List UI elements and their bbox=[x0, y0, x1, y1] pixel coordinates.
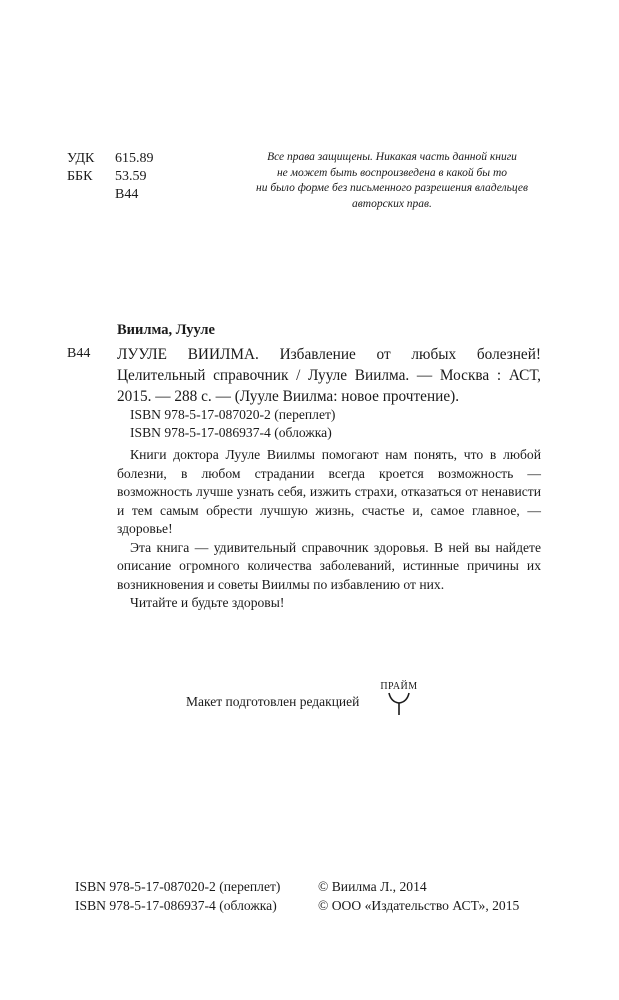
isbn-paperback: ISBN 978-5-17-086937-4 (обложка) bbox=[130, 425, 332, 440]
rights-line: не может быть воспроизведена в какой бы то bbox=[276, 166, 508, 179]
rights-notice bbox=[222, 150, 562, 212]
isbn-hardcover: ISBN 978-5-17-087020-2 (переплет) bbox=[130, 407, 336, 422]
bbk-row bbox=[67, 168, 154, 186]
annotation-paragraph: Читайте и будьте здоровы! bbox=[130, 595, 285, 610]
catalog-code: В44 bbox=[67, 346, 91, 361]
annotation-paragraph: Книги доктора Лууле Виилмы помогают нам понять, что в любой болезни, в любом страдании всегда кроется возможность — возможность лучше узнать себя, изжить страхи, отказаться от ненависти и тем самым обрести лучшую жизнь, счастье и, самое главное, — здоровье! bbox=[117, 447, 541, 536]
rights-line: Все права защищены. Никакая часть данной книги bbox=[267, 151, 517, 163]
copyright-line: © Виилма Л., 2014 bbox=[318, 879, 427, 894]
udk-row bbox=[67, 150, 154, 168]
classification-block bbox=[67, 150, 154, 204]
publisher-logo bbox=[374, 678, 424, 718]
author-heading: Виилма, Лууле bbox=[117, 322, 215, 338]
rights-line: авторских прав. bbox=[352, 197, 432, 210]
copyright-block bbox=[318, 877, 519, 915]
author-mark-value: В44 bbox=[115, 187, 139, 202]
bbk-value: 53.59 bbox=[115, 169, 147, 184]
udk-value: 615.89 bbox=[115, 151, 154, 166]
publisher-logo-text: ПРАЙМ bbox=[380, 681, 418, 692]
fork-icon bbox=[389, 693, 409, 703]
bbk-label: ББК bbox=[67, 169, 93, 184]
prepared-by: Макет подготовлен редакцией bbox=[186, 694, 360, 709]
author-mark-row bbox=[67, 186, 154, 204]
copyright-line: © ООО «Издательство АСТ», 2015 bbox=[318, 898, 520, 913]
udk-label: УДК bbox=[67, 151, 95, 166]
annotation-paragraph: Эта книга — удивительный справочник здоровья. В ней вы найдете описание огромного количества заболеваний, истинные причины их возникновения и советы Виилмы по избавлению от них. bbox=[117, 539, 541, 592]
rights-line: ни было форме без письменного разрешения владельцев bbox=[256, 182, 528, 194]
annotation bbox=[117, 446, 541, 613]
footer-isbn: ISBN 978-5-17-086937-4 (обложка) bbox=[75, 898, 277, 913]
footer-isbn-block bbox=[75, 877, 280, 915]
author-mark-label bbox=[67, 186, 115, 204]
footer-isbn: ISBN 978-5-17-087020-2 (переплет) bbox=[75, 879, 281, 894]
bibliographic-entry: ЛУУЛЕ ВИИЛМА. Избавление от любых болезней! Целительный справочник / Лууле Виилма. — Москва : АСТ, 2015. — 288 с. — (Лууле Виилма: новое прочтение). bbox=[117, 346, 541, 405]
